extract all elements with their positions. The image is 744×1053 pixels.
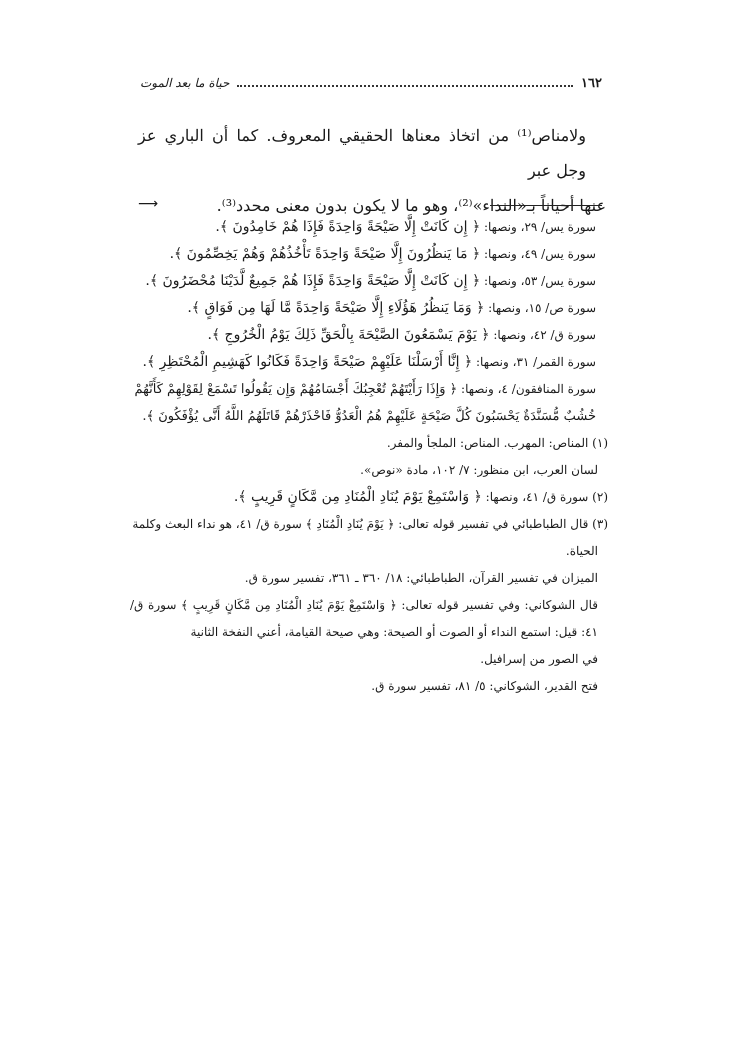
footnote-2 <box>130 484 608 511</box>
footnote-3-line-3: الميزان في تفسير القرآن، الطباطبائي: ١٨/ ٣٦٠ ـ ٣٦١، تفسير سورة ق. <box>244 571 598 585</box>
verse-citation-continued <box>130 403 608 430</box>
verse-reference: سورة يس/ ٤٩، ونصها: <box>483 247 596 261</box>
verse-citation <box>130 322 608 349</box>
continuation-arrow-icon: ⟶ <box>138 196 159 212</box>
verse-text: ﴿ يَوْمَ يَسْمَعُونَ الصَّيْحَةَ بِالْحَقِّ ذَلِكَ يَوْمُ الْخُرُوجِ ﴾. <box>207 327 490 343</box>
verse-reference: سورة ص/ ١٥، ونصها: <box>488 301 596 315</box>
footnote-3-line-6: فتح القدير، الشوكاني: ٥/ ٨١، تفسير سورة ق. <box>371 679 598 693</box>
verse-citation <box>130 376 608 403</box>
footnote-3-line-5: في الصور من إسرافيل. <box>480 652 598 666</box>
verse-citation <box>130 268 608 295</box>
footnote-2-reference: (٢) سورة ق/ ٤١، ونصها: <box>485 490 608 504</box>
footnote-2-verse: ﴿ وَاسْتَمِعْ يَوْمَ يُنَادِ الْمُنَادِ مِن مَّكَانٍ قَرِيبٍ ﴾. <box>233 489 482 505</box>
footnote-3-line-1: (٣) قال الطباطبائي في تفسير قوله تعالى: ﴿ يَوْمَ يُنَادِ الْمُنَادِ ﴾ سورة ق/ ٤١، هو نداء البعث وكلمة <box>132 517 608 531</box>
footnotes-section <box>130 214 608 700</box>
verse-citation <box>130 295 608 322</box>
verse-reference: سورة المنافقون/ ٤، ونصها: <box>461 382 596 396</box>
page-header <box>140 68 602 98</box>
footnote-1-line-1: (١) المناص: المهرب. المناص: الملجأ والمفر. <box>386 436 608 450</box>
verse-text: ﴿ إِن كَانَتْ إِلَّا صَيْحَةً وَاحِدَةً فَإِذَا هُمْ جَمِيعٌ لَّدَيْنَا مُحْضَرُونَ ﴾. <box>145 273 481 289</box>
footnote-1-line-2: لسان العرب، ابن منظور: ٧/ ١٠٢، مادة «نوص». <box>360 463 598 477</box>
verse-text: ﴿ إِنَّا أَرْسَلْنَا عَلَيْهِمْ صَيْحَةً وَاحِدَةً فَكَانُوا كَهَشِيمِ الْمُحْتَظِرِ ﴾. <box>142 354 473 370</box>
verse-reference: سورة القمر/ ٣١، ونصها: <box>476 355 596 369</box>
verse-text: خُشُبٌ مُّسَنَّدَةٌ يَحْسَبُونَ كُلَّ صَيْحَةٍ عَلَيْهِمْ هُمُ الْعَدُوُّ فَاحْذَرْهُمْ قَاتَلَهُمُ اللَّهُ أَنَّى يُؤْفَكُونَ ﴾. <box>142 409 596 424</box>
verse-text: ﴿ مَا يَنظُرُونَ إِلَّا صَيْحَةً وَاحِدَةً تَأْخُذُهُمْ وَهُمْ يَخِصِّمُونَ ﴾. <box>169 246 481 262</box>
footnote-separator <box>490 205 602 206</box>
verse-text: ﴿ إِن كَانَتْ إِلَّا صَيْحَةً وَاحِدَةً فَإِذَا هُمْ خَامِدُونَ ﴾. <box>215 219 481 235</box>
verse-citation <box>130 214 608 241</box>
verse-text: ﴿ وَمَا يَنظُرُ هَؤُلَاءِ إِلَّا صَيْحَةً وَاحِدَةً مَّا لَهَا مِن فَوَاقٍ ﴾. <box>187 300 485 316</box>
running-title: حياة ما بعد الموت <box>140 76 230 90</box>
verse-reference: سورة يس/ ٥٣، ونصها: <box>483 274 596 288</box>
header-dotted-leader <box>237 85 573 87</box>
footnote-3-line-4: قال الشوكاني: وفي تفسير قوله تعالى: ﴿ وَاسْتَمِعْ يَوْمَ يُنَادِ الْمُنَادِ مِن مَّكَانٍ قَرِيبٍ ﴾ سورة ق/ ٤١: قيل: استمع النداء أو الصوت أو الصيحة: وهي صيحة القيامة، أعني النفخة الثانية <box>130 598 598 639</box>
verse-citation <box>130 349 608 376</box>
footnote-3-line-2: الحياة. <box>565 544 598 558</box>
verse-text: ﴿ وَإِذَا رَأَيْتَهُمْ تُعْجِبُكَ أَجْسَامُهُمْ وَإِن يَقُولُوا تَسْمَعْ لِقَوْلِهِمْ كَأَنَّهُمْ <box>134 382 458 397</box>
page-number: ١٦٢ <box>581 75 602 91</box>
verse-citation <box>130 241 608 268</box>
verse-reference: سورة يس/ ٢٩، ونصها: <box>483 220 596 234</box>
paragraph-line-2: عنها أحياناً بـ«النداء»⁽²⁾، وهو ما لا يكون بدون معنى محدد⁽³⁾. <box>216 196 606 215</box>
verse-reference: سورة ق/ ٤٢، ونصها: <box>493 328 596 342</box>
main-paragraph <box>138 118 606 223</box>
paragraph-line-1: ولامناص⁽¹⁾ من اتخاذ معناها الحقيقي المعروف. كما أن الباري عز وجل عبر <box>138 126 586 180</box>
